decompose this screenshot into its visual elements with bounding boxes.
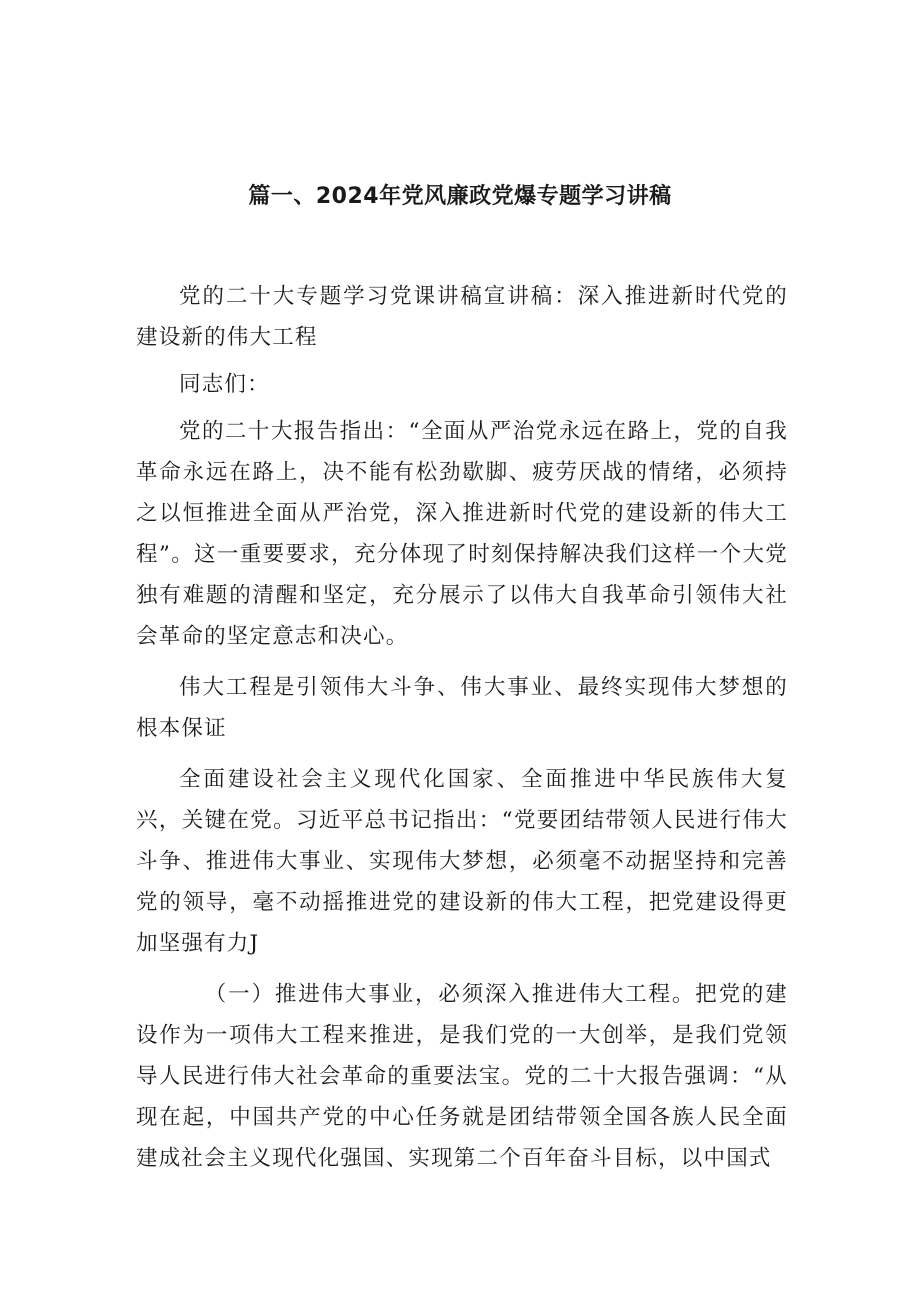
paragraph-report-quote: 党的二十大报告指出：“全面从严治党永远在路上，党的自我革命永远在路上，决不能有松劲歇脚、疲劳厌战的情绪，必须持之以恒推进全面从严治党，深入推进新时代党的建设新的伟大工程”。这一重要要求，充分体现了时刻保持解决我们这样一个大党独有难题的清醒和坚定，充分展示了以伟大自我革命引领伟大社会革命的坚定意志和决心。 (136, 419, 788, 649)
document-body (136, 276, 788, 1179)
paragraph-leadership: 全面建设社会主义现代化国家、全面推进中华民族伟大复兴，关键在党。习近平总书记指出：“党要团结带领人民进行伟大斗争、推进伟大事业、实现伟大梦想，必须毫不动据坚持和完善党的领导，毫不动摇推进党的建设新的伟大工程，把党建设得更加坚强有力J (136, 767, 788, 956)
paragraph-section-heading: 伟大工程是引领伟大斗争、伟大事业、最终实现伟大梦想的根本保证 (136, 675, 788, 741)
paragraph-point-one: （一）推进伟大事业，必须深入推进伟大工程。把党的建设作为一项伟大工程来推进，是我们党的一大创举，是我们党领导人民进行伟大社会革命的重要法宝。党的二十大报告强调：“从现在起，中国共产党的中心任务就是团结带领全国各族人民全面建成社会主义现代化强国、实现第二个百年奋斗目标，以中国式 (136, 982, 788, 1171)
paragraph-subtitle: 党的二十大专题学习党课讲稿宣讲稿：深入推进新时代党的建设新的伟大工程 (136, 284, 788, 350)
paragraph-salutation: 同志们： (179, 372, 270, 397)
document-title: 篇一、2024年党风廉政党爆专题学习讲稿 (248, 184, 672, 209)
